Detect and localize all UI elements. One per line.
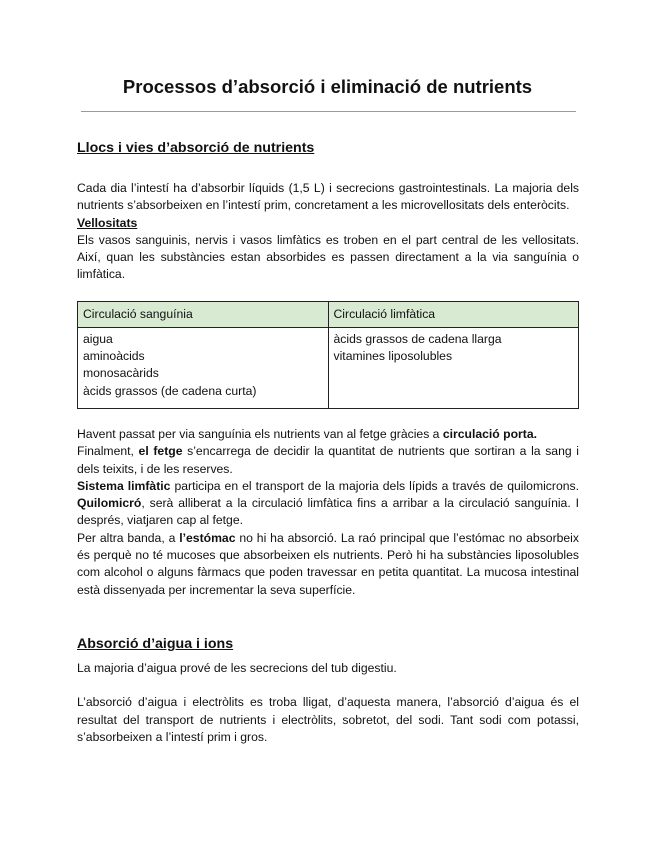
list-item: monosacàrids: [83, 366, 159, 381]
bold-term: Quilomicró: [77, 496, 142, 511]
text-run: , serà alliberat a la circulació limfàtica fins a arribar a la circulació sanguínia. I després, viatjaren cap al fetge.: [77, 496, 579, 528]
bold-term: circulació porta.: [442, 426, 537, 441]
sistema-limfatic-paragraph: [77, 478, 579, 530]
circulation-table: [77, 301, 579, 409]
circulacio-porta-paragraph: [77, 426, 579, 443]
vellositats-paragraph: Els vasos sanguinis, nervis i vasos limfàtics es troben en el part central de les vellositats. Així, quan les substàncies estan absorbides es passen directament a la via sanguínia o limfàtica.: [77, 232, 579, 282]
table-row: [78, 327, 579, 408]
table-header-sanguinia: Circulació sanguínia: [78, 301, 329, 327]
section-heading-absorcio-llocs: Llocs i vies d’absorció de nutrients: [77, 140, 315, 156]
list-item: àcids grassos de cadena llarga: [333, 331, 502, 346]
section-heading-aigua-ions: Absorció d’aigua i ions: [77, 635, 234, 652]
text-run: s’encarrega de decidir la quantitat de nutrients que sortiran a la sang i dels teixits, i de les reserves.: [77, 444, 579, 476]
table-header-limfatica: Circulació limfàtica: [328, 301, 579, 327]
list-item: aigua: [83, 331, 113, 346]
text-run: participa en el transport de la majoria dels lípids a través de quilomicrons.: [170, 478, 579, 493]
page-title: Processos d’absorció i eliminació de nutrients: [122, 76, 533, 97]
estomac-paragraph: [77, 530, 579, 599]
text-run: Havent passat per via sanguínia els nutrients van al fetge gràcies a: [77, 426, 443, 441]
aigua-paragraph-2: L’absorció d’aigua i electròlits es troba lligat, d’aquesta manera, l’absorció d’aigua és el resultat del transport de nutrients i electròlits, sobretot, del sodi. Tant sodi com potassi, s’absorbeixen a l’intestí prim i gros.: [77, 695, 579, 744]
aigua-paragraph-1: La majoria d’aigua prové de les secrecions del tub digestiu.: [77, 660, 397, 675]
intro-paragraph: Cada dia l’intestí ha d’absorbir líquids (1,5 L) i secrecions gastrointestinals. La majoria dels nutrients s’absorbeixen en l’intestí prim, concretament a les microvellositats dels enteròcits.: [77, 181, 579, 213]
text-run: Per altra banda, a: [77, 530, 180, 545]
title-divider: [81, 111, 576, 112]
bold-term: el fetge: [138, 444, 183, 459]
list-item: aminoàcids: [83, 349, 145, 364]
table-cell-sanguinia: [78, 327, 329, 408]
fetge-paragraph: [77, 443, 579, 478]
text-run: Finalment,: [77, 444, 139, 459]
bold-term: l’estómac: [179, 530, 236, 545]
text-run: no hi ha absorció. La raó principal que l’estómac no absorbeix és perquè no té mucoses que absorbeixen els nutrients. Però hi ha substàncies liposolubles com alcohol o alguns fàrmacs que poden travessar en petita quantitat. La mucosa intestinal està dissenyada per incrementar la seva superfície.: [77, 530, 579, 597]
bold-term: Sistema limfàtic: [77, 478, 171, 493]
list-item: àcids grassos (de cadena curta): [83, 383, 257, 398]
vellositats-subheading: Vellositats: [77, 215, 138, 230]
table-header-row: [78, 301, 579, 327]
document-body: [77, 138, 579, 746]
list-item: vitamines liposolubles: [333, 349, 453, 364]
table-cell-limfatica: [328, 327, 579, 408]
